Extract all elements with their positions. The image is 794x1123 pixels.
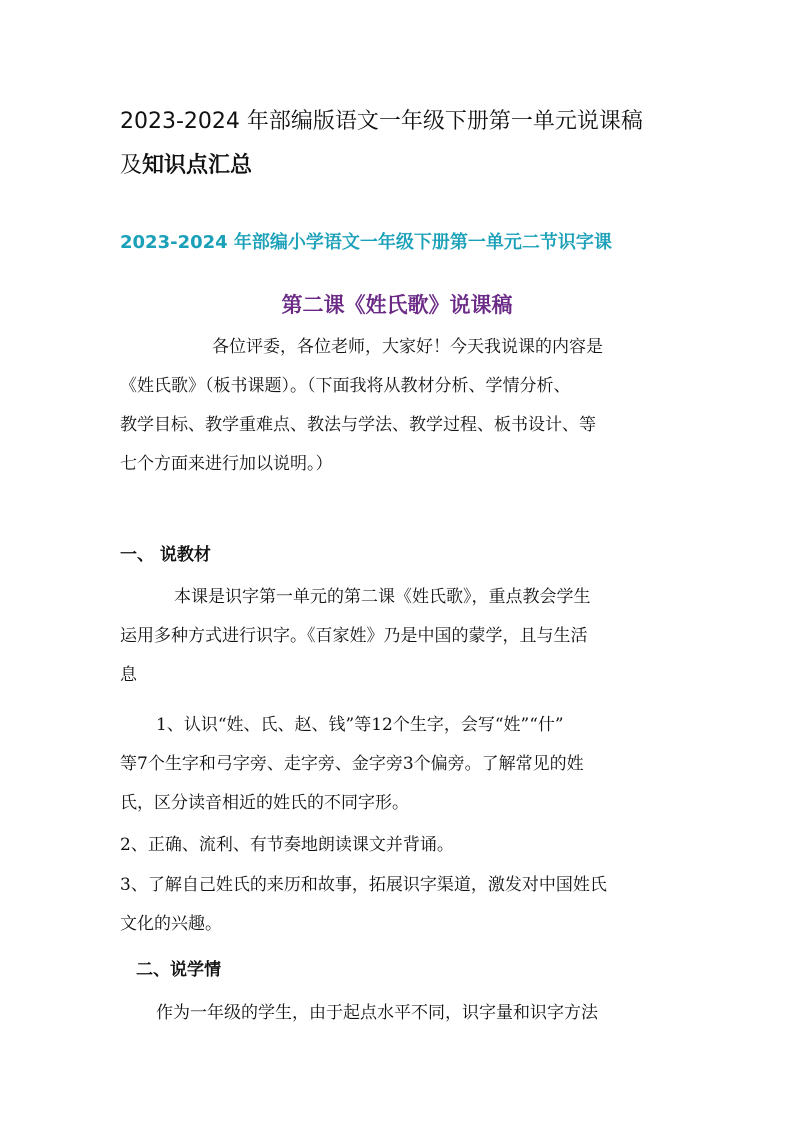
goal-1-paragraph [120,706,680,823]
section-heading-students: 二、说学情 [136,960,221,980]
document-title-line2 [120,144,680,188]
goal-3-line: 文化的兴趣。 [120,914,222,934]
section1-line: 运用多种方式进行识字。《百家姓》乃是中国的蒙学，且与生活 [120,626,588,646]
document-title [120,100,680,188]
intro-line: 各位评委，各位老师，大家好！今天我说课的内容是 [212,337,603,357]
title-bold-part: 知识点汇总 [142,153,253,178]
goal-1-line: 等7个生字和弓字旁、走字旁、金字旁3个偏旁。了解常见的姓 [120,754,584,774]
intro-line: 《姓氏歌》（板书课题）。（下面我将从教材分析、学情分析、 [120,376,571,396]
goal-1-line: 氏，区分读音相近的姓氏的不同字形。 [120,793,409,813]
goal-1-line: 1、认识“姓、氏、赵、钱”等12个生字，会写“姓”“什” [156,715,564,735]
section1-line: 息 [120,665,137,685]
section2-line: 作为一年级的学生，由于起点水平不同，识字量和识字方法 [156,1003,598,1023]
intro-paragraph [120,328,680,484]
intro-line: 七个方面来进行加以说明。） [120,454,333,474]
section1-paragraph [120,578,680,695]
section-heading-textbook: 一、 说教材 [120,545,211,565]
document-title-line1: 2023-2024 年部编版语文一年级下册第一单元说课稿 [120,109,643,134]
goal-2-paragraph [120,826,680,865]
goal-3-line: 3、了解自己姓氏的来历和故事，拓展识字渠道，激发对中国姓氏 [120,875,607,895]
intro-line: 教学目标、教学重难点、教法与学法、教学过程、板书设计、等 [120,415,596,435]
document-subtitle: 2023-2024 年部编小学语文一年级下册第一单元二节识字课 [120,232,612,253]
section1-line: 本课是识字第一单元的第二课《姓氏歌》，重点教会学生 [174,587,591,607]
lesson-title: 第二课《姓氏歌》说课稿 [281,293,513,317]
title-prefix: 及 [120,153,143,178]
section2-paragraph [120,994,680,1033]
goal-3-paragraph [120,866,680,944]
goal-2-line: 2、正确、流利、有节奏地朗读课文并背诵。 [120,835,454,855]
